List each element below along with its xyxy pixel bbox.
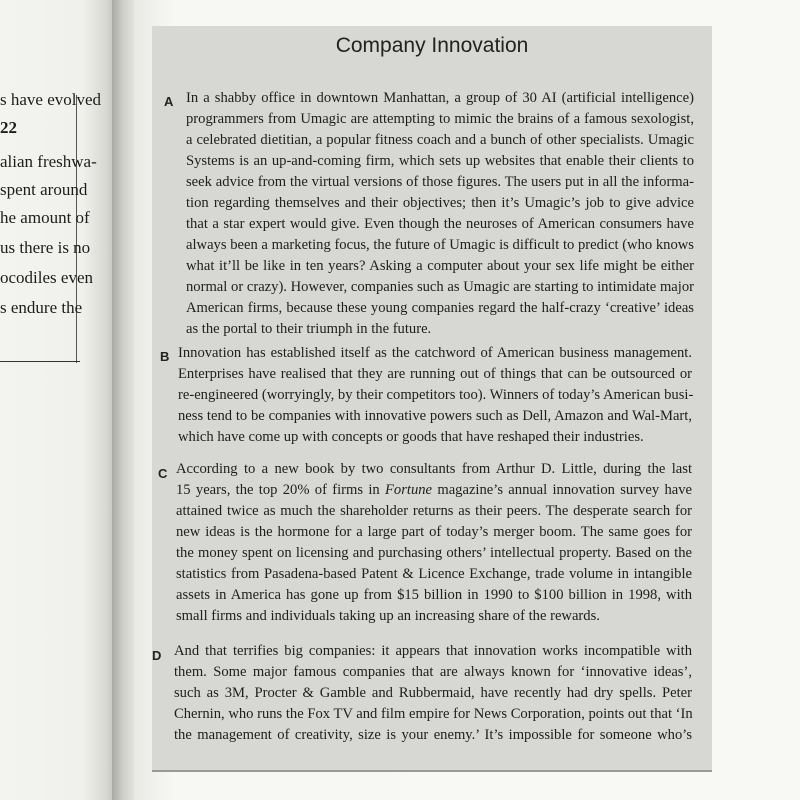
text-line: In a shabby office in downtown Manhattan, a group of 30 AI (artificial intelligence) bbox=[186, 90, 694, 106]
text-line: ness tend to be companies with innovative powers such as Dell, Amazon and Wal-Mart, bbox=[178, 408, 692, 424]
text-line: re-engineered (worryingly, by their competitors too). Winners of today’s American busi- bbox=[178, 387, 694, 403]
text-line: tion regarding themselves and their objectives; then it’s Umagic’s job to give advice bbox=[186, 195, 694, 211]
left-page-text-line: s have evolved bbox=[0, 90, 102, 109]
text-line: new ideas is the hormone for a large part of today’s merger boom. The same goes for bbox=[176, 524, 692, 540]
left-page-text-line: us there is no bbox=[0, 238, 91, 257]
left-page-vertical-rule bbox=[76, 95, 77, 363]
left-page-text-line: s endure the bbox=[0, 298, 83, 317]
text-line: And that terrifies big companies: it appears that innovation works incompatible with bbox=[174, 643, 692, 659]
text-line: that a star expert would give. Even though the neuroses of American consumers have bbox=[186, 216, 694, 232]
magazine-name: Fortune bbox=[385, 482, 433, 498]
text-line: Chernin, who runs the Fox TV and film empire for News Corporation, points out that ‘In bbox=[174, 706, 693, 722]
text-line: programmers from Umagic are attempting to mimic the brains of a famous sexologist, bbox=[186, 111, 694, 127]
text-line: normal or crazy). However, companies such as Umagic are starting to intimidate major bbox=[186, 279, 694, 295]
paragraph-c bbox=[176, 459, 692, 627]
text-line: which have come up with concepts or goods that have reshaped their industries. bbox=[178, 429, 644, 445]
text-line: Enterprises have realised that they are running out of things that can be outsourced or bbox=[178, 366, 692, 382]
text-line: statistics from Pasadena-based Patent & Licence Exchange, trade volume in intangible bbox=[176, 566, 692, 582]
text-line: as the portal to their triumph in the future. bbox=[186, 321, 432, 337]
text-line: Innovation has established itself as the catchword of American business management. bbox=[178, 345, 692, 361]
text-line: 15 years, the top 20% of firms in Fortune magazine’s annual innovation survey have bbox=[176, 482, 692, 498]
text-line: seek advice from the virtual versions of those figures. The users put in all the informa- bbox=[186, 174, 694, 190]
left-page-horizontal-rule bbox=[0, 361, 80, 362]
paragraph-a bbox=[186, 88, 694, 340]
text-line: According to a new book by two consultants from Arthur D. Little, during the last bbox=[176, 461, 692, 477]
left-page-text-line: spent around bbox=[0, 180, 88, 199]
left-page-text-line: alian freshwa- bbox=[0, 152, 97, 171]
left-page-text-line: he amount of bbox=[0, 208, 90, 227]
text-line: such as 3M, Procter & Gamble and Rubbermaid, have recently had dry spells. Peter bbox=[174, 685, 692, 701]
text-line: the management of creativity, size is your enemy.’ It’s impossible for someone who’s bbox=[174, 727, 692, 743]
text-line: always been a marketing focus, the future of Umagic is difficult to predict (who knows bbox=[186, 237, 694, 253]
text-line: a celebrated dietitian, a popular fitness coach and a bunch of other specialists. Umagic bbox=[186, 132, 694, 148]
article-title: Company Innovation bbox=[335, 34, 529, 57]
left-page-text-line: 22 bbox=[0, 118, 17, 137]
paragraph-letter-b: B bbox=[160, 349, 170, 364]
paragraph-b bbox=[178, 343, 692, 448]
text-line: assets in America has gone up from $15 billion in 1990 to $100 billion in 1998, with bbox=[176, 587, 692, 603]
paragraph-d bbox=[174, 641, 692, 746]
left-facing-page bbox=[0, 0, 118, 800]
text-line: American firms, because these young companies regard the half-crazy ‘creative’ ideas bbox=[186, 300, 694, 316]
paragraph-letter-a: A bbox=[164, 94, 174, 109]
paragraph-letter-c: C bbox=[158, 466, 168, 481]
text-line: attained twice as much the shareholder returns as their peers. The desperate search for bbox=[176, 503, 692, 519]
text-line: the money spent on licensing and purchasing others’ intellectual property. Based on the bbox=[176, 545, 692, 561]
text-line: what it’ll be like in ten years? Asking a computer about your sex life might be either bbox=[186, 258, 694, 274]
text-line: them. Some major famous companies that are always known for ‘innovative ideas’, bbox=[174, 664, 692, 680]
text-line: Systems is an up-and-coming firm, which sets up websites that enable their clients to bbox=[186, 153, 694, 169]
text-line: small firms and individuals taking up an increasing share of the rewards. bbox=[176, 608, 600, 624]
left-page-text-line: ocodiles even bbox=[0, 268, 93, 287]
paragraph-letter-d: D bbox=[152, 648, 162, 663]
